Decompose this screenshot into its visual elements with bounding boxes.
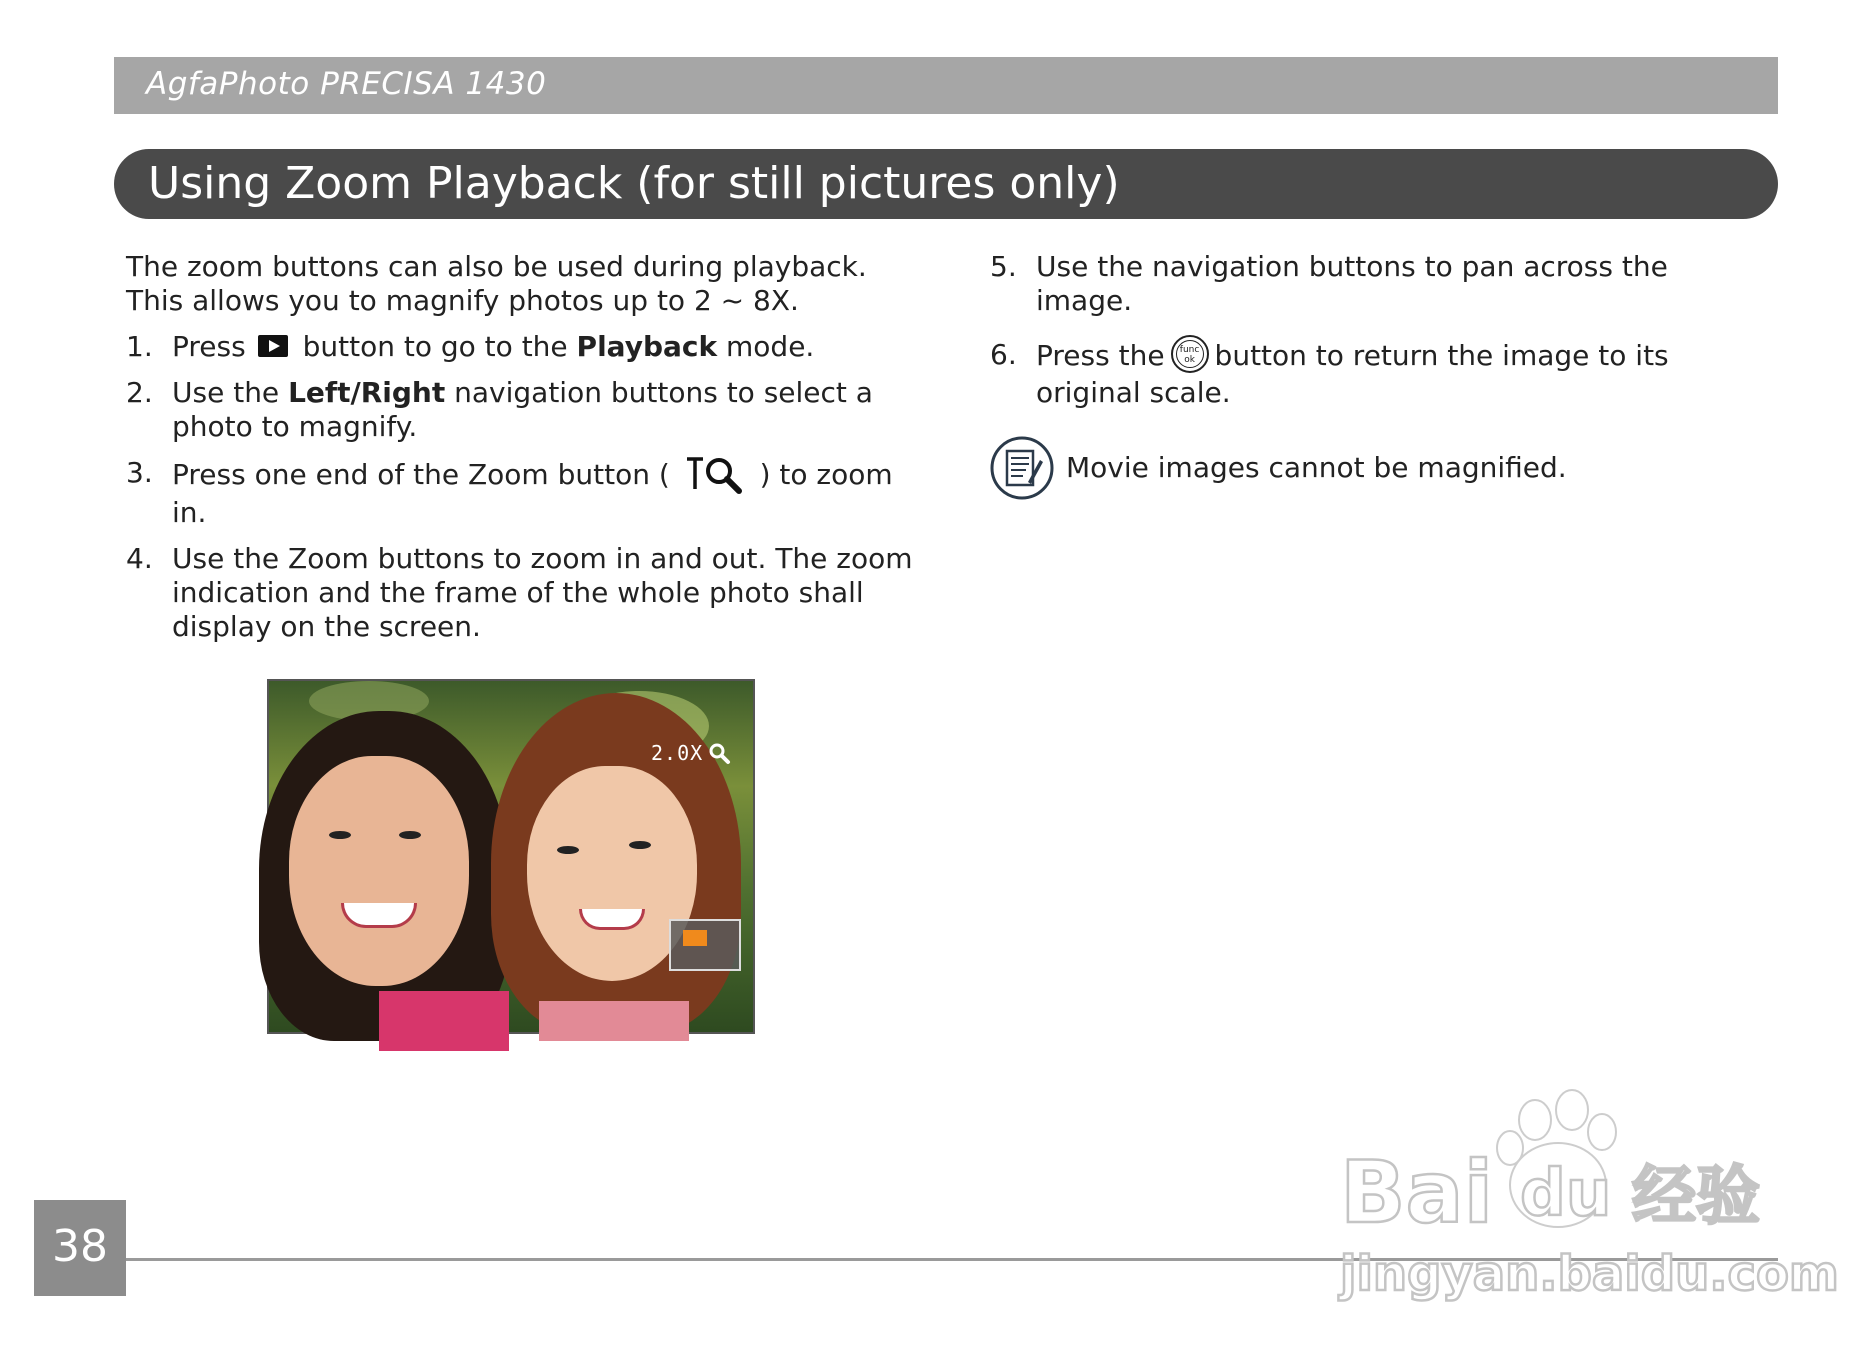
person-left-eye: [399, 831, 421, 839]
note-block: [990, 436, 1770, 500]
zoom-indicator: 2.0X: [651, 741, 704, 765]
step-1: 1. Press button to go to the Playback mode.: [126, 330, 815, 363]
paw-toe: [1588, 1114, 1616, 1150]
watermark-brand-du: du: [1520, 1157, 1612, 1231]
step-5: 5. Use the navigation buttons to pan across the image.: [990, 250, 1668, 317]
page-number-box: [34, 1200, 126, 1296]
section-title-bar: [114, 149, 1778, 219]
playback-zoom-photo: [267, 679, 755, 1034]
person-left-face: [289, 756, 469, 986]
page-number: 38: [52, 1221, 108, 1272]
right-column: [990, 250, 1770, 422]
section-title: Using Zoom Playback (for still pictures only): [148, 158, 1120, 209]
step-2: 2. Use the Left/Right navigation buttons to select a photo to magnify.: [126, 376, 873, 443]
person-right-eye: [557, 846, 579, 854]
note-text: Movie images cannot be magnified.: [1066, 451, 1567, 484]
baidu-watermark: [1340, 1090, 1839, 1305]
header-bar: [114, 57, 1778, 114]
paw-toe: [1519, 1100, 1551, 1140]
zoom-frame-viewport: [683, 930, 707, 946]
watermark-brand: Bai: [1340, 1143, 1494, 1243]
zoom-tele-icon: [683, 453, 747, 493]
paw-toe: [1556, 1090, 1588, 1130]
zoom-frame-indicator: [669, 919, 741, 971]
person-right-eye: [629, 841, 651, 849]
left-column: [126, 250, 926, 656]
brand-title: AgfaPhoto PRECISA 1430: [146, 66, 547, 102]
step-6: 6. Press the func ok button to return the image to its original scale.: [990, 338, 1770, 410]
note-icon: [990, 436, 1054, 500]
step-4: 4. Use the Zoom buttons to zoom in and out. The zoom indication and the frame of the whole photo shall display on the screen.: [126, 542, 913, 643]
watermark-url: jingyan.baidu.com: [1340, 1246, 1839, 1302]
person-left-eye: [329, 831, 351, 839]
person-left-shirt: [379, 991, 509, 1051]
person-right-shirt: [539, 1001, 689, 1041]
playback-icon: [258, 335, 288, 357]
intro-paragraph: The zoom buttons can also be used during playback. This allows you to magnify photos up to 2 ~ 8X.: [126, 250, 867, 317]
func-ok-icon: func ok: [1171, 335, 1209, 373]
magnifier-icon: [707, 741, 731, 765]
watermark-cn: 经验: [1632, 1160, 1760, 1234]
step-3: 3. Press one end of the Zoom button ( ) to zoom in.: [126, 456, 926, 530]
